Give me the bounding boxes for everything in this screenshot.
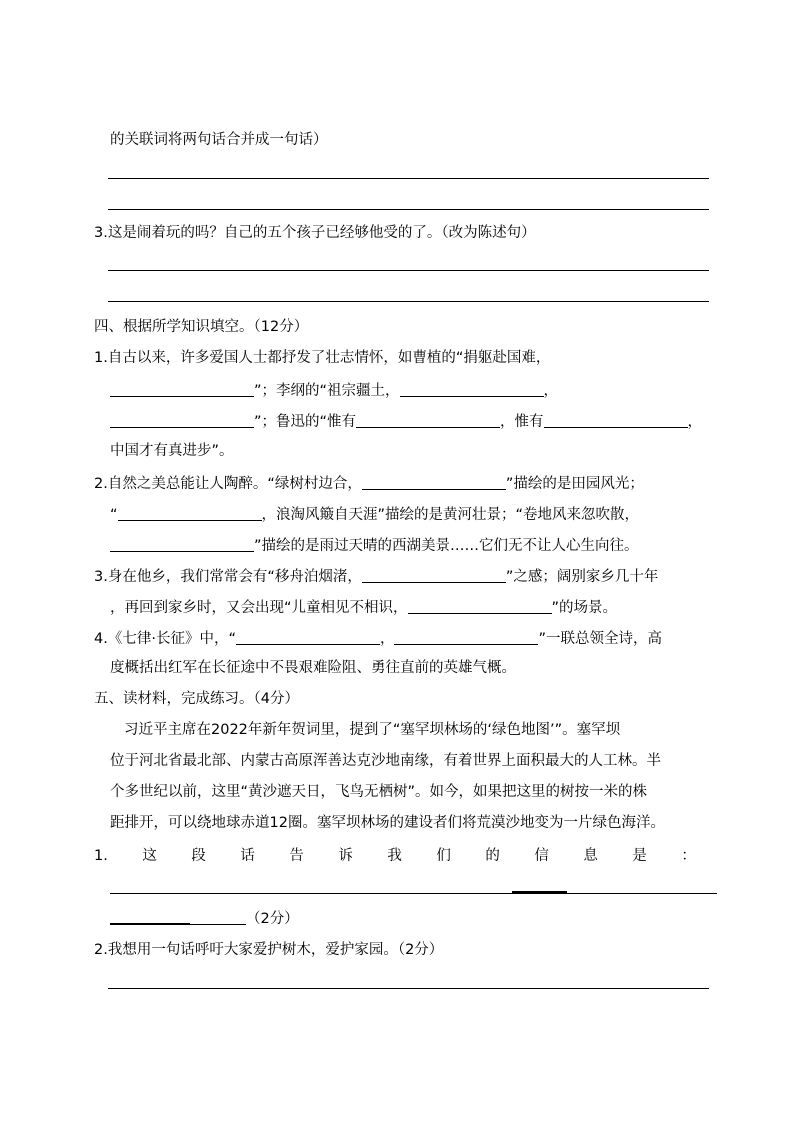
question-5-2: 2.我想用一句话呼吁大家爱护树木，爱护家园。（2分）: [94, 942, 444, 958]
blank[interactable]: [362, 568, 506, 583]
answer-line[interactable]: [108, 178, 709, 179]
item-1-line-1: 1.自古以来，许多爱国人士都抒发了壮志情怀，如曹植的“捐躯赴国难，: [94, 350, 551, 366]
blank[interactable]: [110, 382, 254, 397]
item-1-line-4: 中国才有真进步”。: [110, 443, 234, 459]
passage-line-3: 个多世纪以前，这里“黄沙遮天日，飞鸟无栖树”。如今，如果把这里的树按一米的株: [110, 784, 648, 800]
blank[interactable]: [118, 506, 262, 521]
q1-prompt: 1. 这 段 话 告 诉 我 们 的 信 息 是 ：: [94, 848, 696, 864]
item-3-line-2: ，再回到家乡时，又会出现“儿童相见不相识， ”的场景。: [110, 600, 618, 616]
blank[interactable]: [408, 599, 552, 614]
section-4-title: 四、根据所学知识填空。（12分）: [94, 319, 309, 335]
answer-line[interactable]: [108, 301, 709, 302]
section-5-title: 五、读材料，完成练习。（4分）: [94, 691, 299, 707]
blank[interactable]: [110, 537, 254, 552]
blank[interactable]: [394, 630, 538, 645]
answer-line[interactable]: [108, 209, 709, 210]
item-2-line-2: “ ，浪淘风簸自天涯”描绘的是黄河壮景；“卷地风来忽吹散，: [110, 507, 640, 523]
blank[interactable]: [190, 910, 246, 925]
answer-line[interactable]: [108, 270, 709, 271]
item-1-line-2: ”；李纲的“祖宗疆土， ，: [110, 382, 558, 399]
item-4-line-2: 度概括出红军在长征途中不畏艰难险阻、勇往直前的英雄气概。: [110, 660, 516, 676]
item-2-line-1: 2.自然之美总能让人陶醉。“绿树村边合， ”描绘的是田园风光；: [94, 476, 644, 492]
answer-line-mark: [512, 891, 567, 893]
question-3: 3.这是闹着玩的吗？自己的五个孩子已经够他受的了。（改为陈述句）: [94, 225, 536, 241]
answer-line[interactable]: [108, 988, 709, 989]
item-4-line-1: 4.《七律·长征》中，“ ， ”一联总领全诗，高: [94, 631, 662, 647]
blank[interactable]: [236, 630, 380, 645]
blank[interactable]: [400, 382, 544, 397]
question-2-continuation: 的关联词将两句话合并成一句话）: [110, 132, 328, 148]
blank[interactable]: [544, 413, 688, 428]
passage-line-2: 位于河北省最北部、内蒙古高原浑善达克沙地南缘，有着世界上面积最大的人工林。半: [110, 753, 661, 769]
answer-line[interactable]: [110, 893, 717, 894]
item-2-line-3: ”描绘的是雨过天晴的西湖美景……它们无不让人心生向往。: [110, 537, 639, 554]
blank[interactable]: [356, 413, 500, 428]
blank[interactable]: [362, 475, 506, 490]
passage-line-4: 距排开，可以绕地球赤道12圈。塞罕坝林场的建设者们将荒漠沙地变为一片绿色海洋。: [110, 815, 665, 831]
item-1-line-3: ”；鲁迅的“惟有 ，惟有 ，: [110, 413, 702, 430]
item-3-line-1: 3.身在他乡，我们常常会有“移舟泊烟渚， ”之感；阔别家乡几十年: [94, 569, 659, 585]
blank[interactable]: [110, 909, 190, 925]
q1-score-line: （2分）: [110, 909, 299, 927]
passage-line-1: 习近平主席在2022年新年贺词里，提到了“塞罕坝林场的‘绿色地图’”。塞罕坝: [124, 722, 621, 738]
blank[interactable]: [110, 413, 254, 428]
